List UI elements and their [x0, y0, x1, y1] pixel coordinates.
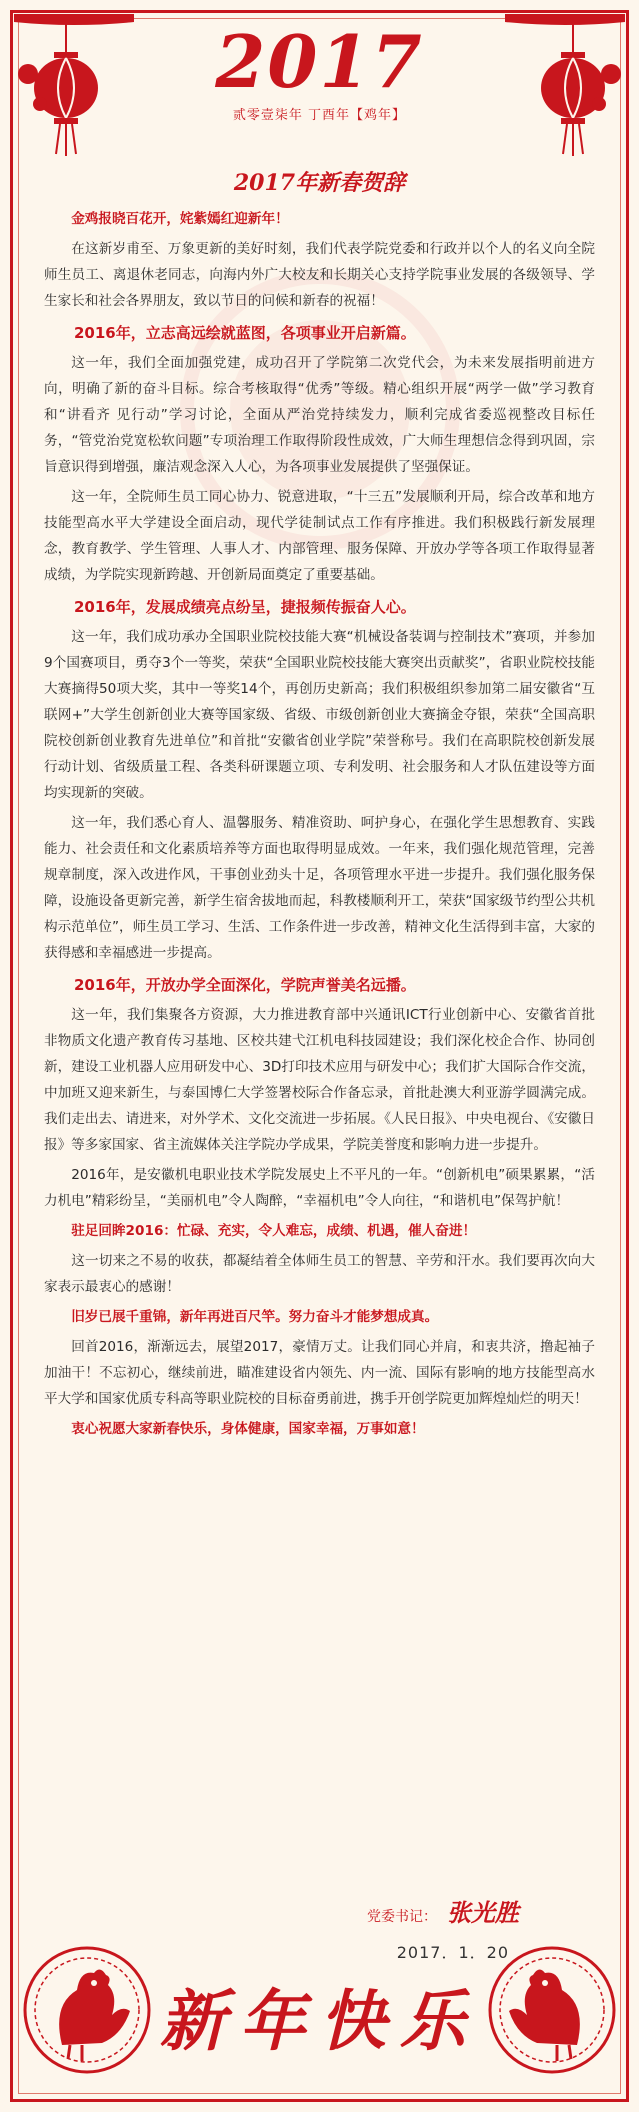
page-title: 2017年新春贺辞 — [233, 170, 406, 196]
paragraph: 2016年，是安徽机电职业技术学院发展史上不平凡的一年。“创新机电”硕果累累，“活力机电”精彩纷呈，“美丽机电”令人陶醉，“幸福机电”令人向往，“和谐机电”保驾护航！ — [44, 1167, 595, 1209]
header — [0, 19, 639, 123]
section-heading: 2016年，立志高远绘就蓝图，各项事业开启新篇。 — [74, 324, 416, 342]
paragraph: 这一切来之不易的收获，都凝结着全体师生员工的智慧、辛劳和汗水。我们要再次向大家表示最衷心的感谢！ — [44, 1253, 595, 1295]
closing-wish: 衷心祝愿大家新春快乐，身体健康，国家幸福，万事如意！ — [71, 1421, 425, 1437]
paragraph: 这一年，我们成功承办全国职业院校技能大赛“机械设备装调与控制技术”赛项，并参加9个国赛项目，勇夺3个一等奖，荣获“全国职业院校技能大赛突出贡献奖”，省职业院校技能大赛摘得50项大奖，其中一等奖14个，再创历史新高；我们积极组织参加第二届安徽省“互联网+”大学生创新创业大赛等国家级、省级、市级创新创业大赛摘金夺银，荣获“全国高职院校创新创业教育先进单位”和首批“安徽省创业学院”荣誉称号。我们在高职院校创新发展行动计划、省级质量工程、各类科研课题立项、专利发明、社会服务和人才队伍建设等方面均实现新的突破。 — [44, 629, 595, 801]
section-heading: 2016年，发展成绩亮点纷呈，捷报频传振奋人心。 — [74, 598, 416, 616]
paragraph: 这一年，我们悉心育人、温馨服务、精准资助、呵护身心，在强化学生思想教育、实践能力、社会责任和文化素质培养等方面也取得明显成效。一年来，我们强化规范管理，完善规章制度，深入改进作风，干事创业劲头十足，各项管理水平进一步提升。我们强化服务保障，设施设备更新完善，新学生宿舍拔地而起，科教楼顺利开工，荣获“国家级节约型公共机构示范单位”，师生员工学习、生活、工作条件进一步改善，精神文化生活得到丰富，大家的获得感和幸福感进一步提高。 — [44, 815, 595, 961]
signature-name: 张光胜 — [447, 1898, 519, 1927]
paragraph: 这一年，我们全面加强党建，成功召开了学院第二次党代会，为未来发展指明前进方向，明确了新的奋斗目标。综合考核取得“优秀”等级。精心组织开展“两学一做”学习教育和“讲看齐 见行动”学习讨论，全面从严治党持续发力，顺利完成省委巡视整改目标任务，“管党治党宽松软问题”专项治理工作取得阶段性成效，广大师生理想信念得到巩固，宗旨意识得到增强，廉洁观念深入人心，为各项事业发展提供了坚强保证。 — [44, 355, 595, 475]
paragraph: 在这新岁甫至、万象更新的美好时刻，我们代表学院党委和行政并以个人的名义向全院师生员工、离退休老同志，向海内外广大校友和长期关心支持学院事业发展的各级领导、学生家长和社会各界朋友，致以节日的问候和新春的祝福！ — [44, 241, 595, 309]
greeting-body — [44, 206, 595, 1446]
highlight-line: 旧岁已展千重锦，新年再进百尺竿。努力奋斗才能梦想成真。 — [71, 1309, 439, 1325]
paragraph: 这一年，全院师生员工同心协力、锐意进取，“十三五”发展顺利开局，综合改革和地方技能型高水平大学建设全面启动，现代学徒制试点工作有序推进。我们积极践行新发展理念，教育教学、学生管理、人事人才、内部管理、服务保障、开放办学等各项工作取得显著成绩，为学院实现新跨越、开创新局面奠定了重要基础。 — [44, 489, 595, 583]
paragraph: 这一年，我们集聚各方资源，大力推进教育部中兴通讯ICT行业创新中心、安徽省首批非物质文化遗产教育传习基地、区校共建弋江机电科技园建设；我们深化校企合作、协同创新，建设工业机器人应用研发中心、3D打印技术应用与研发中心；我们扩大国际合作交流，中加班又迎来新生，与泰国博仁大学签署校际合作备忘录，首批赴澳大利亚游学圆满完成。我们走出去、请进来，对外学术、文化交流进一步拓展。《人民日报》、中央电视台、《安徽日报》等多家国家、省主流媒体关注学院办学成果，学院美誉度和影响力进一步提升。 — [44, 1007, 595, 1153]
signature — [367, 1893, 519, 1928]
lunar-subtitle: 贰零壹柒年 丁酉年【鸡年】 — [232, 108, 407, 123]
paragraph: 回首2016，渐渐远去，展望2017，豪情万丈。让我们同心并肩，和衷共济，撸起袖子加油干！不忘初心，继续前进，瞄准建设省内领先、内一流、国际有影响的地方技能型高水平大学和国家优质专科高等职业院校的目标奋勇前进，携手开创学院更加辉煌灿烂的明天！ — [44, 1339, 596, 1407]
year-title: 2017 — [215, 19, 424, 104]
date: 2017．1．20 — [396, 1943, 509, 1962]
footer-greeting: 新年快乐 — [159, 1982, 480, 2060]
highlight-line: 驻足回眸2016：忙碌、充实，令人难忘，成绩、机遇，催人奋进！ — [71, 1223, 477, 1239]
opening-line: 金鸡报晓百花开，姹紫嫣红迎新年！ — [71, 211, 289, 227]
signature-label: 党委书记： — [367, 1909, 437, 1925]
section-heading: 2016年，开放办学全面深化，学院声誉美名远播。 — [74, 976, 416, 994]
